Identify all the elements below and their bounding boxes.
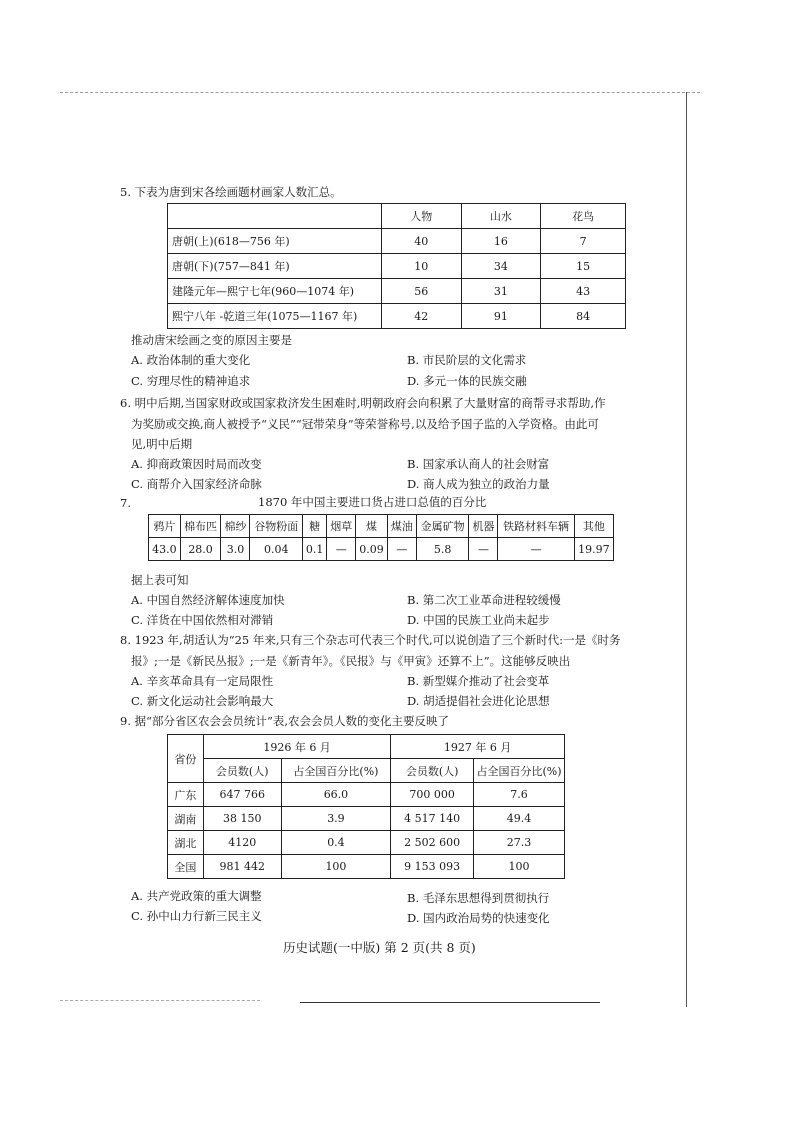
table-header-cell: 其他 xyxy=(574,515,613,538)
table-cell: — xyxy=(469,538,498,561)
table-cell: 28.0 xyxy=(180,538,221,561)
table-header-cell: 人物 xyxy=(381,204,461,229)
question-8-option-b[interactable]: B. 新型媒介推动了社会变革 xyxy=(407,674,550,688)
scan-border-bottom-left xyxy=(60,1000,260,1001)
table-cell: 31 xyxy=(461,279,541,304)
table-header-cell: 烟草 xyxy=(327,515,356,538)
question-6-line-2: 为奖励或交换,商人被授予“义民”“冠带荣身”等荣誉称号,以及给予国子监的入学资格。由此可 xyxy=(131,417,599,431)
table-row xyxy=(168,783,565,807)
table-cell: 0.09 xyxy=(356,538,388,561)
table-header-cell: 谷物粉面 xyxy=(250,515,303,538)
question-8-option-d[interactable]: D. 胡适提倡社会进化论思想 xyxy=(407,694,550,708)
table-cell: 27.3 xyxy=(474,831,565,855)
table-cell: 3.9 xyxy=(281,807,391,831)
table-cell: 10 xyxy=(381,254,461,279)
table-header-cell: 机器 xyxy=(469,515,498,538)
scan-border-right xyxy=(686,92,687,1007)
question-7-table-title: 1870 年中国主要进口货占进口总值的百分比 xyxy=(258,495,487,509)
question-7-option-b[interactable]: B. 第二次工业革命进程较缓慢 xyxy=(407,593,561,607)
question-6-option-c[interactable]: C. 商帮介入国家经济命脉 xyxy=(131,477,262,491)
table-cell: 2 502 600 xyxy=(391,831,474,855)
scan-border-bottom xyxy=(300,1002,600,1003)
table-row xyxy=(168,279,626,304)
table-cell: 40 xyxy=(381,229,461,254)
table-header-cell: 山水 xyxy=(461,204,541,229)
table-header-cell: 煤 xyxy=(356,515,388,538)
table-header-cell: 铁路材料车辆 xyxy=(498,515,574,538)
table-cell: 56 xyxy=(381,279,461,304)
table-cell: 0.1 xyxy=(303,538,327,561)
question-5-table xyxy=(167,203,626,329)
question-8-option-a[interactable]: A. 辛亥革命具有一定局限性 xyxy=(131,674,274,688)
table-cell: — xyxy=(387,538,416,561)
table-header-row xyxy=(168,735,565,759)
table-cell: 84 xyxy=(541,304,626,329)
table-cell: 700 000 xyxy=(391,783,474,807)
table-cell: 38 150 xyxy=(203,807,281,831)
table-cell: 熙宁八年 -乾道三年(1075—1167 年) xyxy=(168,304,382,329)
table-cell: 42 xyxy=(381,304,461,329)
table-cell: 9 153 093 xyxy=(391,855,474,879)
question-5-option-c[interactable]: C. 穷理尽性的精神追求 xyxy=(131,374,251,388)
table-row xyxy=(168,254,626,279)
table-cell: 0.04 xyxy=(250,538,303,561)
question-5-stem: 5. 下表为唐到宋各绘画题材画家人数汇总。 xyxy=(120,185,342,199)
table-cell: 647 766 xyxy=(203,783,281,807)
table-cell: 7 xyxy=(541,229,626,254)
table-header-cell: 占全国百分比(%) xyxy=(474,759,565,783)
question-6-line-3: 见,明中后期 xyxy=(131,437,193,451)
table-cell: 3.0 xyxy=(221,538,250,561)
table-cell: 981 442 xyxy=(203,855,281,879)
table-cell: 4120 xyxy=(203,831,281,855)
table-cell: 4 517 140 xyxy=(391,807,474,831)
question-8-line-1: 8. 1923 年,胡适认为“25 年来,只有三个杂志可代表三个时代,可以说创造了三个新时代:一是《时务 xyxy=(120,633,621,647)
page-footer: 历史试题(一中版) 第 2 页(共 8 页) xyxy=(283,940,476,955)
question-9-table xyxy=(167,734,565,879)
table-header-cell: 鸦片 xyxy=(149,515,181,538)
table-header-cell: 煤油 xyxy=(387,515,416,538)
table-header-cell xyxy=(168,204,382,229)
table-cell: 7.6 xyxy=(474,783,565,807)
question-5-option-a[interactable]: A. 政治体制的重大变化 xyxy=(131,353,251,367)
table-cell: 广东 xyxy=(168,783,204,807)
table-header-cell: 糖 xyxy=(303,515,327,538)
table-row xyxy=(168,229,626,254)
table-row xyxy=(168,831,565,855)
table-header-cell: 棉纱 xyxy=(221,515,250,538)
table-row xyxy=(168,304,626,329)
table-header-cell: 1926 年 6 月 xyxy=(203,735,390,759)
table-cell: — xyxy=(498,538,574,561)
question-9-option-a[interactable]: A. 共产党政策的重大调整 xyxy=(131,889,262,903)
table-cell: 100 xyxy=(474,855,565,879)
question-5-option-d[interactable]: D. 多元一体的民族交融 xyxy=(407,374,527,388)
table-header-cell: 会员数(人) xyxy=(391,759,474,783)
question-7-option-d[interactable]: D. 中国的民族工业尚未起步 xyxy=(407,613,550,627)
table-cell: 0.4 xyxy=(281,831,391,855)
question-6-option-a[interactable]: A. 抑商政策因时局而改变 xyxy=(131,457,262,471)
table-cell: 湖南 xyxy=(168,807,204,831)
table-cell: 43 xyxy=(541,279,626,304)
table-header-cell: 省份 xyxy=(168,735,204,783)
table-cell: 19.97 xyxy=(574,538,613,561)
table-row xyxy=(168,807,565,831)
question-8-option-c[interactable]: C. 新文化运动社会影响最大 xyxy=(131,694,274,708)
table-cell: — xyxy=(327,538,356,561)
table-cell: 43.0 xyxy=(149,538,181,561)
table-cell: 100 xyxy=(281,855,391,879)
table-cell: 15 xyxy=(541,254,626,279)
question-9-stem: 9. 据“部分省区农会会员统计”表,农会会员人数的变化主要反映了 xyxy=(120,714,450,728)
table-row xyxy=(149,538,614,561)
table-cell: 全国 xyxy=(168,855,204,879)
question-9-option-d[interactable]: D. 国内政治局势的快速变化 xyxy=(407,911,550,925)
question-9-option-c[interactable]: C. 孙中山力行新三民主义 xyxy=(131,909,262,923)
table-cell: 66.0 xyxy=(281,783,391,807)
table-header-row xyxy=(168,204,626,229)
table-header-cell: 会员数(人) xyxy=(203,759,281,783)
question-7-option-a[interactable]: A. 中国自然经济解体速度加快 xyxy=(131,593,285,607)
table-cell: 建隆元年—熙宁七年(960—1074 年) xyxy=(168,279,382,304)
question-7-number: 7. xyxy=(120,496,131,510)
table-header-cell: 金属矿物 xyxy=(416,515,469,538)
question-5-option-b[interactable]: B. 市民阶层的文化需求 xyxy=(407,353,527,367)
question-9-option-b[interactable]: B. 毛泽东思想得到贯彻执行 xyxy=(407,891,550,905)
table-cell: 91 xyxy=(461,304,541,329)
question-7-option-c[interactable]: C. 洋货在中国依然相对滞销 xyxy=(131,613,274,627)
table-header-row xyxy=(168,759,565,783)
question-6-option-d[interactable]: D. 商人成为独立的政治力量 xyxy=(407,477,550,491)
table-header-cell: 花鸟 xyxy=(541,204,626,229)
question-7-prompt: 据上表可知 xyxy=(131,573,189,587)
table-cell: 湖北 xyxy=(168,831,204,855)
table-header-row xyxy=(149,515,614,538)
table-cell: 16 xyxy=(461,229,541,254)
table-header-cell: 占全国百分比(%) xyxy=(281,759,391,783)
table-cell: 5.8 xyxy=(416,538,469,561)
table-cell: 34 xyxy=(461,254,541,279)
scan-border-top xyxy=(60,92,700,93)
table-cell: 49.4 xyxy=(474,807,565,831)
question-7-table xyxy=(148,514,614,561)
question-6-line-1: 6. 明中后期,当国家财政或国家救济发生困难时,明朝政府会向积累了大量财富的商帮寻求帮助,作 xyxy=(120,396,606,410)
question-6-option-b[interactable]: B. 国家承认商人的社会财富 xyxy=(407,457,550,471)
question-5-prompt: 推动唐宋绘画之变的原因主要是 xyxy=(131,333,292,347)
table-cell: 唐朝(下)(757—841 年) xyxy=(168,254,382,279)
table-header-cell: 1927 年 6 月 xyxy=(391,735,565,759)
table-header-cell: 棉布匹 xyxy=(180,515,221,538)
table-cell: 唐朝(上)(618—756 年) xyxy=(168,229,382,254)
table-row xyxy=(168,855,565,879)
question-8-line-2: 报》;一是《新民丛报》;一是《新青年》。《民报》与《甲寅》还算不上”。这能够反映出 xyxy=(131,654,571,668)
